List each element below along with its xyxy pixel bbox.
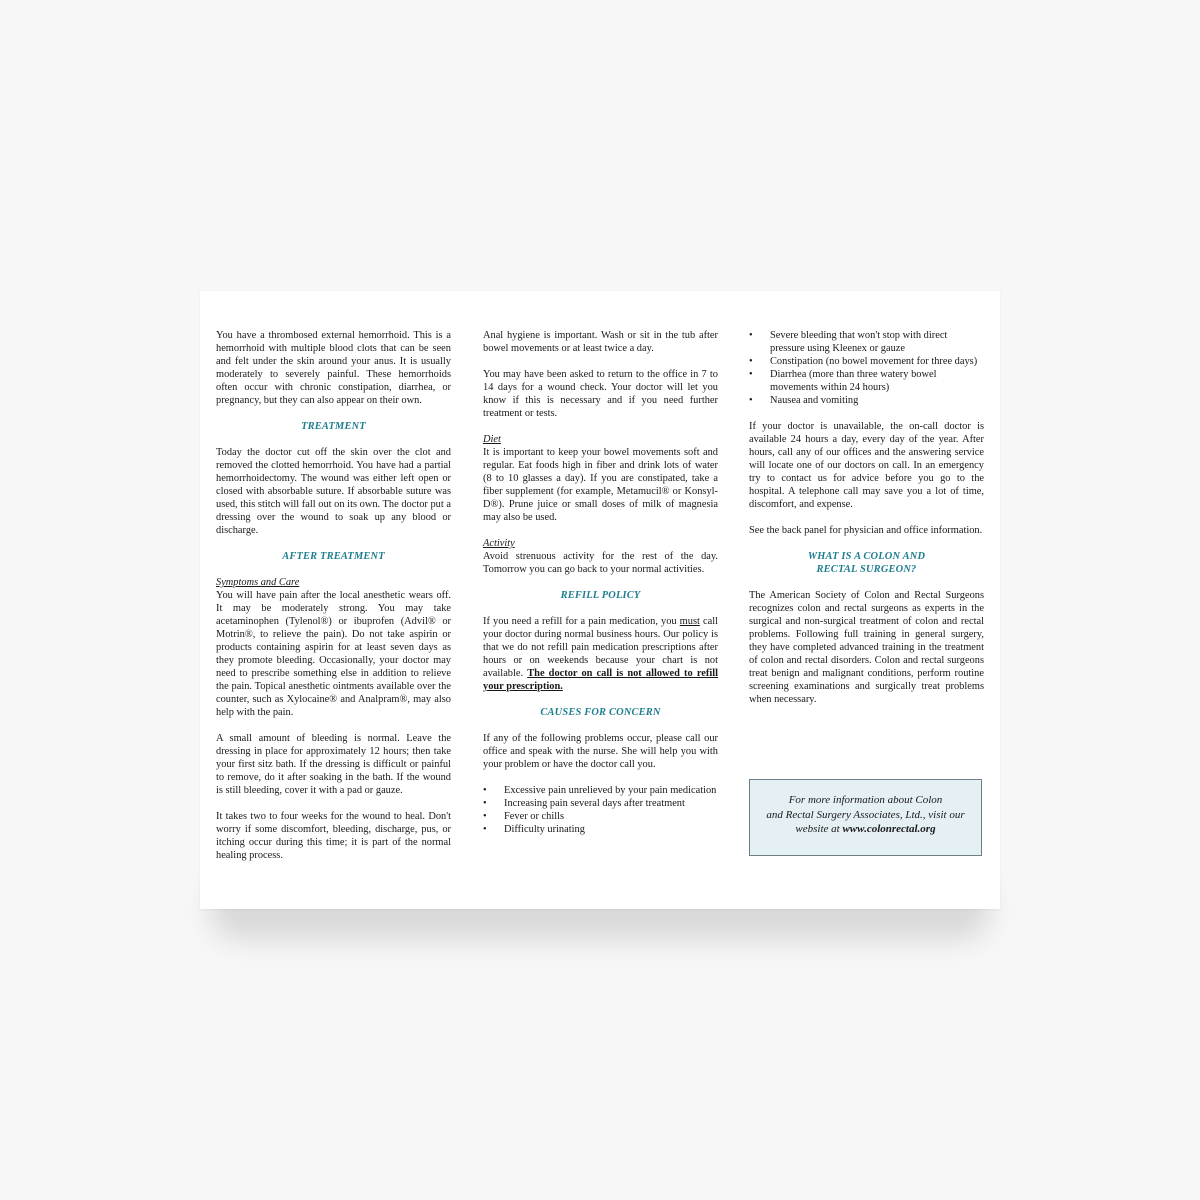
surgeon-heading: [749, 550, 984, 576]
diet-section: [483, 433, 718, 524]
after-treatment-heading: AFTER TREATMENT: [282, 551, 385, 562]
healing-paragraph: It takes two to four weeks for the wound to heal. Don't worry if some discomfort, bleeding, discharge, pus, or itching occur during this time; it is part of the normal healing process.: [216, 811, 451, 861]
info-box: [749, 779, 982, 856]
list-item: • Diarrhea (more than three watery bowel movements within 24 hours): [749, 368, 984, 394]
refill-bold-notice: The doctor on call is not allowed to refill your prescription.: [483, 668, 718, 692]
surgeon-paragraph: The American Society of Colon and Rectal Surgeons recognizes colon and rectal surgeons as experts in the surgical and non-surgical treatment of colon and rectal problems. Following full training in general surgery, they have completed advanced training in the treatment of colon and rectal disorders. Colon and rectal surgeons treat benign and malignant conditions, perform routine screening examinations and surgically treat problems when necessary.: [749, 590, 984, 705]
treatment-heading: TREATMENT: [301, 421, 366, 432]
panel-left: [216, 329, 451, 875]
website-link[interactable]: www.colonrectal.org: [842, 823, 936, 835]
activity-section: [483, 537, 718, 576]
info-line2: and Rectal Surgery Associates, Ltd., visit our: [766, 808, 965, 821]
backpanel-paragraph: See the back panel for physician and office information.: [749, 525, 983, 536]
list-item: • Increasing pain several days after treatment: [483, 797, 718, 810]
brochure-sheet: [200, 291, 1000, 909]
refill-heading: REFILL POLICY: [560, 590, 641, 601]
concern-heading: CAUSES FOR CONCERN: [540, 707, 661, 718]
activity-subhead: Activity: [483, 538, 515, 549]
diet-paragraph: It is important to keep your bowel movements soft and regular. Eat foods high in fiber and drink lots of water (8 to 10 glasses a day). If you are constipated, take a fiber supplement (for example, Metamucil® or Konsyl-D®). Prune juice or small doses of milk of magnesia may also be used.: [483, 447, 718, 523]
activity-paragraph: Avoid strenuous activity for the rest of the day. Tomorrow you can go back to your normal activities.: [483, 551, 718, 575]
surgeon-heading-line2: RECTAL SURGEON?: [816, 564, 917, 575]
concern-list-b: [749, 329, 984, 407]
oncall-paragraph: If your doctor is unavailable, the on-call doctor is available 24 hours a day, every day of the year. After hours, call any of our offices and the answering service will locate one of our doctors on call. In an emergency try to contact us for advice before you go to the hospital. A telephone call may save you a lot of time, discomfort, and expense.: [749, 421, 984, 510]
return-paragraph: You may have been asked to return to the office in 7 to 14 days for a wound check. Your doctor will let you know if this is necessary and if you need further treatment or tests.: [483, 369, 718, 419]
refill-text-a: If you need a refill for a pain medication, you: [483, 616, 677, 627]
refill-paragraph: [483, 615, 718, 693]
intro-paragraph: You have a thrombosed external hemorrhoid. This is a hemorrhoid with multiple blood clots that can be seen and felt under the skin around your anus. It is usually moderately to severely painful. These hemorrhoids often occur with chronic constipation, diarrhea, or pregnancy, but they can also appear on their own.: [216, 330, 451, 406]
diet-subhead: Diet: [483, 434, 501, 445]
refill-must: must: [679, 616, 700, 627]
refill-text-b: call your doctor during normal business hours. Our policy is that we do not refill pain medication prescriptions after hours or on weekends because your chart is not available.: [483, 616, 718, 679]
symptoms-paragraph: You will have pain after the local anesthetic wears off. It may be moderately strong. You may take acetaminophen (Tylenol®) or ibuprofen (Advil® or Motrin®, to relieve the pain). Do not take aspirin or products containing aspirin for at least seven days as they promote bleeding. Occasionally, your doctor may need to prescribe something else in addition to relieve the pain. Topical anesthetic ointments available over the counter, such as Xylocaine® and Analpram®, may also help with the pain.: [216, 590, 451, 718]
list-item: • Excessive pain unrelieved by your pain medication: [483, 784, 718, 797]
list-item: • Nausea and vomiting: [749, 394, 984, 407]
list-item: • Severe bleeding that won't stop with direct pressure using Kleenex or gauze: [749, 329, 984, 355]
list-item: • Constipation (no bowel movement for three days): [749, 355, 984, 368]
bleeding-paragraph: A small amount of bleeding is normal. Leave the dressing in place for approximately 12 hours; then take your first sitz bath. If the dressing is difficult or painful to remove, do it after soaking in the bath. If the wound is still bleeding, cover it with a pad or gauze.: [216, 733, 451, 796]
hygiene-paragraph: Anal hygiene is important. Wash or sit in the tub after bowel movements or at least twice a day.: [483, 330, 718, 354]
panel-right: [749, 329, 984, 719]
symptoms-section: [216, 576, 451, 719]
list-item: • Difficulty urinating: [483, 823, 718, 836]
surgeon-heading-line1: WHAT IS A COLON AND: [807, 551, 926, 562]
symptoms-subhead: Symptoms and Care: [216, 577, 300, 588]
concern-paragraph: If any of the following problems occur, please call our office and speak with the nurse. She will help you with your problem or have the doctor call you.: [483, 733, 718, 770]
list-item: • Fever or chills: [483, 810, 718, 823]
treatment-paragraph: Today the doctor cut off the skin over the clot and removed the clotted hemorrhoid. You have had a partial hemorrhoidectomy. The wound was either left open or closed with absorbable suture. If absorbable suture was used, this stitch will fall out on its own. The doctor put a dressing over the wound to soak up any blood or discharge.: [216, 447, 451, 536]
panel-middle: [483, 329, 718, 849]
concern-list-a: [483, 784, 718, 836]
info-line1: For more information about Colon: [788, 794, 943, 806]
info-line3-prefix: website at: [795, 823, 840, 835]
